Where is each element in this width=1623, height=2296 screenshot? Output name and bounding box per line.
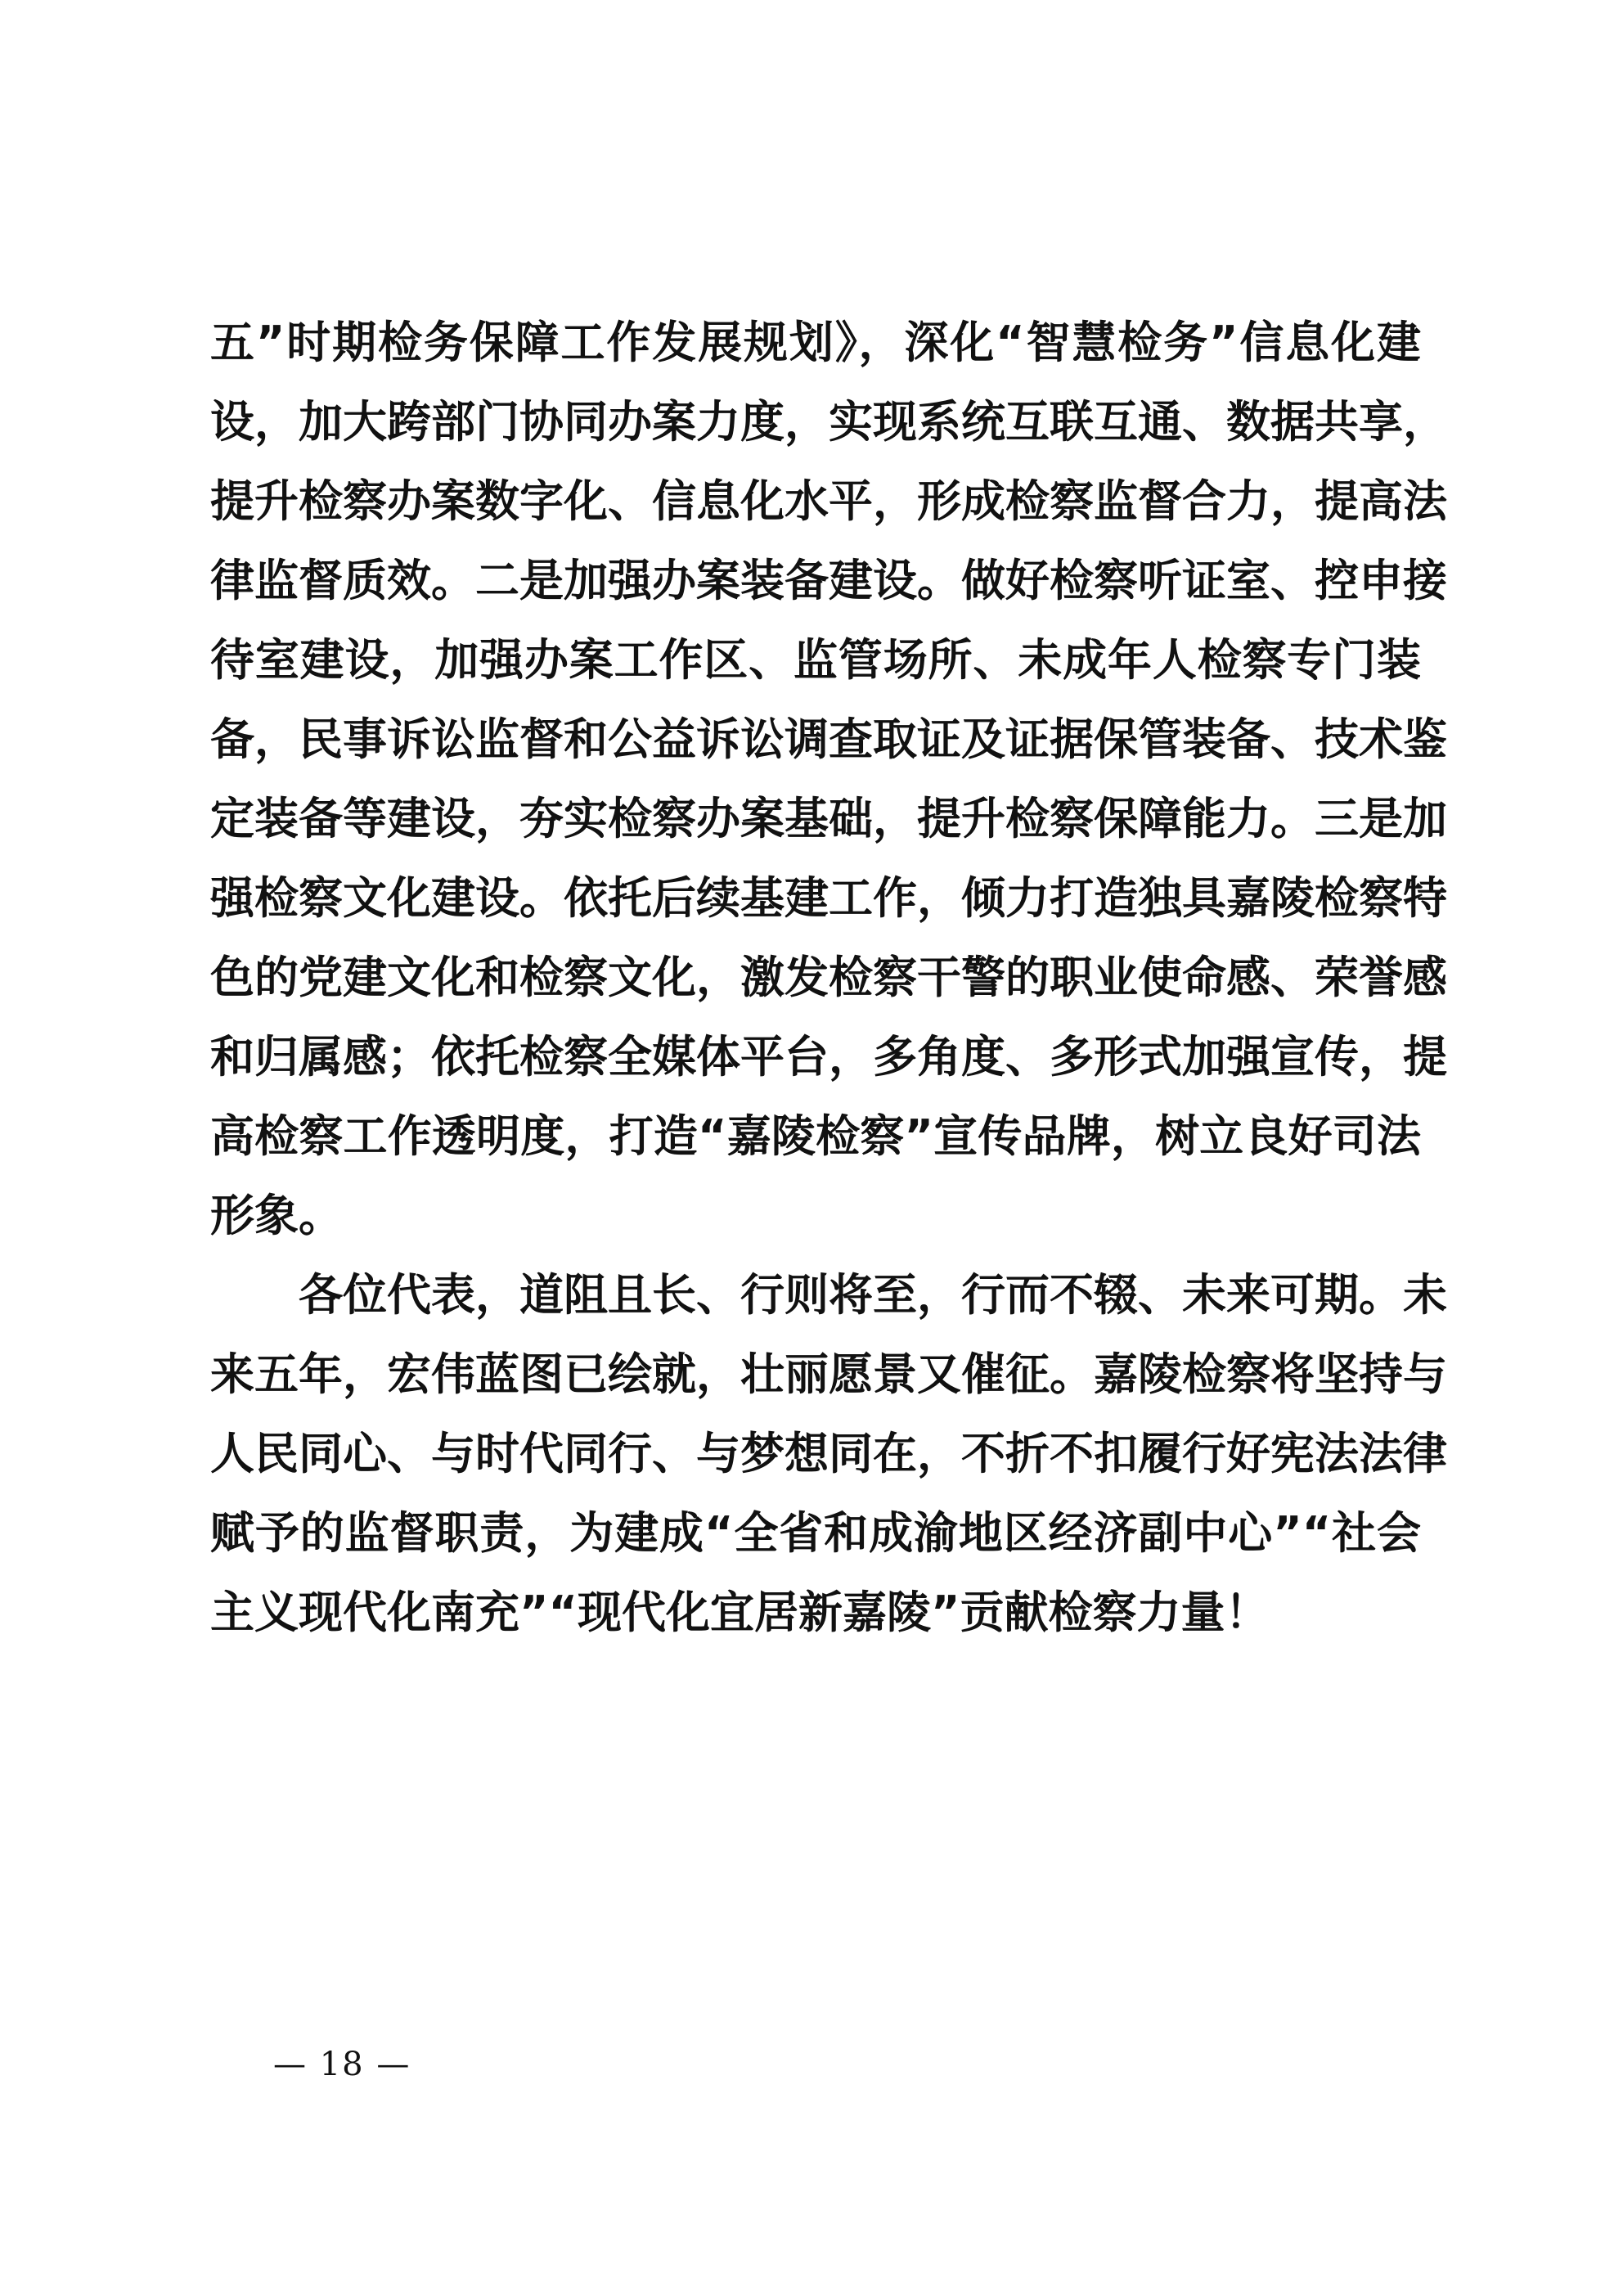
text-line: 形象。: [210, 1190, 343, 1241]
text-line: 律监督质效。二是加强办案装备建设。做好检察听证室、控申接: [210, 555, 1447, 606]
text-line: 定装备等建设，夯实检察办案基础，提升检察保障能力。三是加: [210, 793, 1447, 844]
text-line: 强检察文化建设。依托后续基建工作，倾力打造独具嘉陵检察特: [210, 872, 1447, 924]
text-line: 色的党建文化和检察文化，激发检察干警的职业使命感、荣誉感: [210, 952, 1447, 1003]
text-line: 设，加大跨部门协同办案力度，实现系统互联互通、数据共享，: [210, 396, 1447, 448]
text-line: 待室建设，加强办案工作区、监管场所、未成年人检察专门装: [210, 634, 1421, 686]
page-number: — 18 —: [273, 2046, 411, 2083]
text-line: 提升检察办案数字化、信息化水平，形成检察监督合力，提高法: [210, 475, 1447, 527]
text-line: 高检察工作透明度，打造“嘉陵检察”宣传品牌，树立良好司法: [210, 1110, 1421, 1162]
text-line: 主义现代化南充”“现代化宜居新嘉陵”贡献检察力量！: [210, 1587, 1270, 1638]
text-line: 五”时期检务保障工作发展规划》，深化“智慧检务”信息化建: [210, 317, 1421, 368]
body-text: [210, 303, 1447, 1652]
text-line: 赋予的监督职责，为建成“全省和成渝地区经济副中心”“社会: [210, 1507, 1421, 1559]
text-line: 和归属感；依托检察全媒体平台，多角度、多形式加强宣传，提: [210, 1031, 1447, 1083]
text-line: 人民同心、与时代同行、与梦想同在，不折不扣履行好宪法法律: [210, 1428, 1447, 1479]
text-line: 来五年，宏伟蓝图已绘就，壮丽愿景又催征。嘉陵检察将坚持与: [210, 1348, 1447, 1400]
text-line: 各位代表，道阻且长、行则将至，行而不辍、未来可期。未: [210, 1269, 1447, 1321]
text-line: 备，民事诉讼监督和公益诉讼调查取证及证据保管装备、技术鉴: [210, 714, 1447, 765]
